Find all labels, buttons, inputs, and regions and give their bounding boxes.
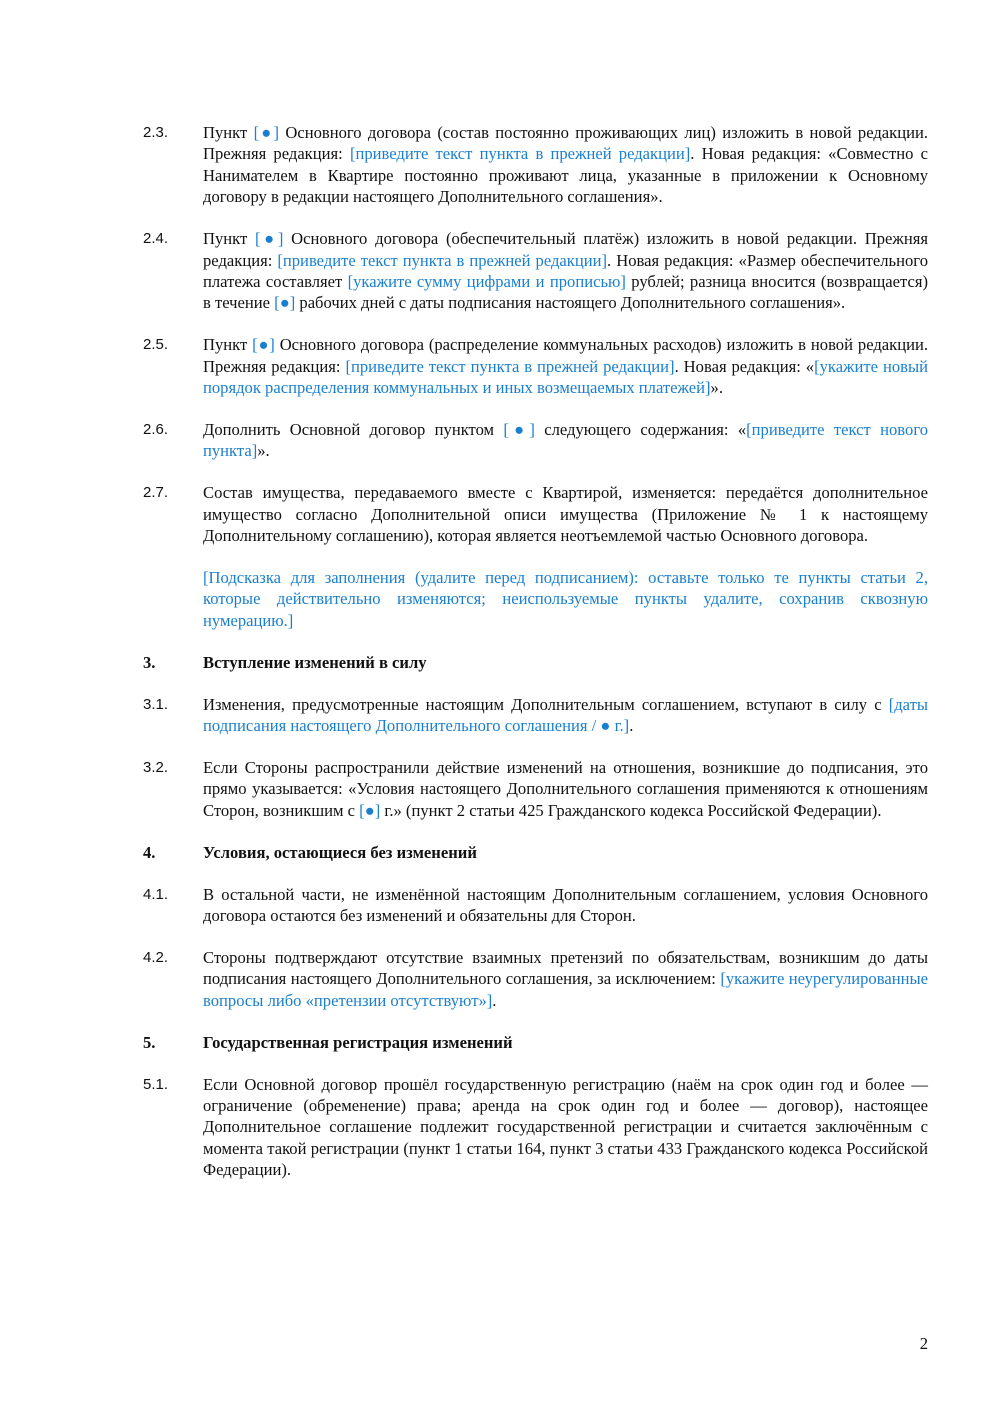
clause-text-run: Изменения, предусмотренные настоящим Дополнительным соглашением, вступают в силу с: [203, 694, 889, 714]
clause-text-run: Пункт: [203, 123, 254, 142]
section-title: Условия, остающиеся без изменений: [203, 842, 477, 862]
section-title: Вступление изменений в силу: [203, 652, 427, 672]
clause-text: [203, 757, 928, 821]
clause-text-run: Дополнить Основной договор пунктом: [203, 419, 504, 439]
clause-text-run: Пункт: [203, 335, 253, 355]
clause-3-1: [143, 694, 928, 737]
placeholder-text: [●]: [252, 335, 275, 355]
clause-number: 2.3.: [143, 124, 169, 141]
clause-number: 3.1.: [143, 695, 169, 713]
clause-2-4: [143, 228, 928, 314]
clause-text-run: Если Стороны распространили действие изменений на отношения, возникшие до подписания, это прямо указывается: «Условия настоящего Дополнительного соглашения применяются к отношениям Сторон, возникшим с: [203, 757, 928, 820]
placeholder-text: [даты подписания настоящего Дополнительного соглашения / ● г.]: [203, 694, 928, 736]
placeholder-text: [приведите текст пункта в прежней редакции]: [277, 250, 608, 270]
clause-text-run: В остальной части, не изменённой настоящим Дополнительным соглашением, условия Основного договора остаются без изменений и обязательны для Сторон.: [203, 884, 928, 925]
clause-text-run: Состав имущества, передаваемого вместе с Квартирой, изменяется: передаётся дополнительное имущество согласно Дополнительной описи имущества (Приложение № 1 к настоящему Дополнительному соглашению), которая является неотъемлемой частью Основного договора.: [203, 483, 928, 546]
clause-text-run: рублей; разница вносится (возвращается) в течение: [203, 271, 928, 313]
clause-text-run: ».: [257, 441, 270, 461]
clause-text-run: Основного договора (обеспечительный платёж) изложить в новой редакции. Прежняя редакция:: [203, 229, 928, 270]
clause-text-run: .: [629, 716, 634, 736]
section-number: 4.: [143, 842, 156, 862]
filling-hint: [143, 567, 928, 631]
clause-text-run: . Новая редакция: «: [674, 356, 815, 376]
clause-text: [203, 482, 928, 546]
placeholder-text: [приведите текст нового пункта]: [203, 419, 929, 461]
clause-text: [203, 884, 928, 927]
clause-text-run: Стороны подтверждают отсутствие взаимных претензий по обязательствам, возникшим до даты подписания настоящего Дополнительного соглашения, за исключением:: [203, 947, 928, 989]
clause-text: [203, 334, 928, 398]
clause-text: [203, 694, 928, 737]
section-heading-3: [143, 652, 928, 673]
placeholder-text: [●]: [503, 419, 535, 439]
clause-5-1: [143, 1074, 928, 1181]
clause-text-run: .: [492, 990, 497, 1010]
clause-3-2: [143, 757, 928, 821]
clause-text-run: Основного договора (состав постоянно проживающих лиц) изложить в новой редакции. Прежняя редакция:: [203, 123, 929, 164]
clause-text-run: ».: [710, 378, 723, 398]
placeholder-text: [укажите новый порядок распределения коммунальных и иных возмещаемых платежей]: [203, 356, 928, 398]
clause-2-5: [143, 334, 928, 398]
placeholder-text: [●]: [274, 293, 296, 313]
clause-text-run: следующего содержания: «: [534, 419, 747, 439]
clause-2-7: [143, 482, 928, 546]
clause-number: 4.2.: [143, 948, 169, 966]
clause-number: 4.1.: [143, 885, 169, 903]
page-number: 2: [919, 1334, 928, 1353]
clause-number: 2.4.: [143, 230, 169, 248]
section-title: Государственная регистрация изменений: [203, 1032, 513, 1052]
clause-number: 2.5.: [143, 336, 169, 354]
section-number: 3.: [143, 652, 156, 672]
placeholder-text: [приведите текст пункта в прежней редакции]: [349, 144, 691, 164]
clause-4-2: [143, 947, 928, 1011]
placeholder-text: [укажите сумму цифрами и прописью]: [347, 271, 626, 291]
clause-text-run: г.» (пункт 2 статьи 425 Гражданского кодекса Российской Федерации).: [380, 800, 882, 820]
placeholder-text: [●]: [253, 123, 280, 142]
clause-text-run: Пункт: [203, 229, 256, 249]
clause-4-1: [143, 884, 928, 927]
clause-text-run: . Новая редакция: «Совместно с Нанимателем в Квартире постоянно проживают лица, указанные в приложении к Основному договору в редакции настоящего Дополнительного соглашения».: [203, 144, 928, 207]
clause-number: 5.1.: [143, 1075, 169, 1093]
placeholder-text: [укажите неурегулированные вопросы либо «претензии отсутствуют»]: [203, 969, 928, 1010]
placeholder-text: [приведите текст пункта в прежней редакции]: [345, 356, 675, 376]
clause-2-3: [143, 122, 928, 208]
document-body: [143, 122, 928, 1201]
clause-text-run: рабочих дней с даты подписания настоящего Дополнительного соглашения».: [295, 293, 846, 313]
clause-text-run: Основного договора (распределение коммунальных расходов) изложить в новой редакции. Прежняя редакция:: [203, 335, 928, 376]
placeholder-text: [●]: [359, 800, 381, 820]
clause-text: [203, 419, 928, 462]
clause-text: [203, 947, 928, 1011]
placeholder-text: [●]: [255, 229, 284, 249]
clause-text-run: . Новая редакция: «Размер обеспечительного платежа составляет: [203, 250, 928, 291]
clause-text: [203, 1074, 928, 1181]
clause-text-run: Если Основной договор прошёл государственную регистрацию (наём на срок один год и более — ограничение (обременение) права; аренда на срок один год и более — договор), настоящее Дополнительное соглашение подлежит государственной регистрации и считается заключённым с момента такой регистрации (пункт 1 статьи 164, пункт 3 статьи 433 Гражданского кодекса Российской Федерации).: [203, 1074, 928, 1180]
section-heading-5: [143, 1032, 928, 1053]
clause-text: [203, 228, 928, 314]
filling-hint-text: [Подсказка для заполнения (удалите перед подписанием): оставьте только те пункты статьи 2, которые действительно изменяются; неиспользуемые пункты удалите, сохранив сквозную нумерацию.]: [203, 568, 928, 630]
clause-number: 2.7.: [143, 484, 169, 502]
clause-2-6: [143, 419, 928, 462]
section-number: 5.: [143, 1032, 156, 1052]
clause-text: [203, 122, 928, 208]
section-heading-4: [143, 842, 928, 863]
clause-number: 3.2.: [143, 758, 169, 776]
clause-number: 2.6.: [143, 420, 169, 438]
